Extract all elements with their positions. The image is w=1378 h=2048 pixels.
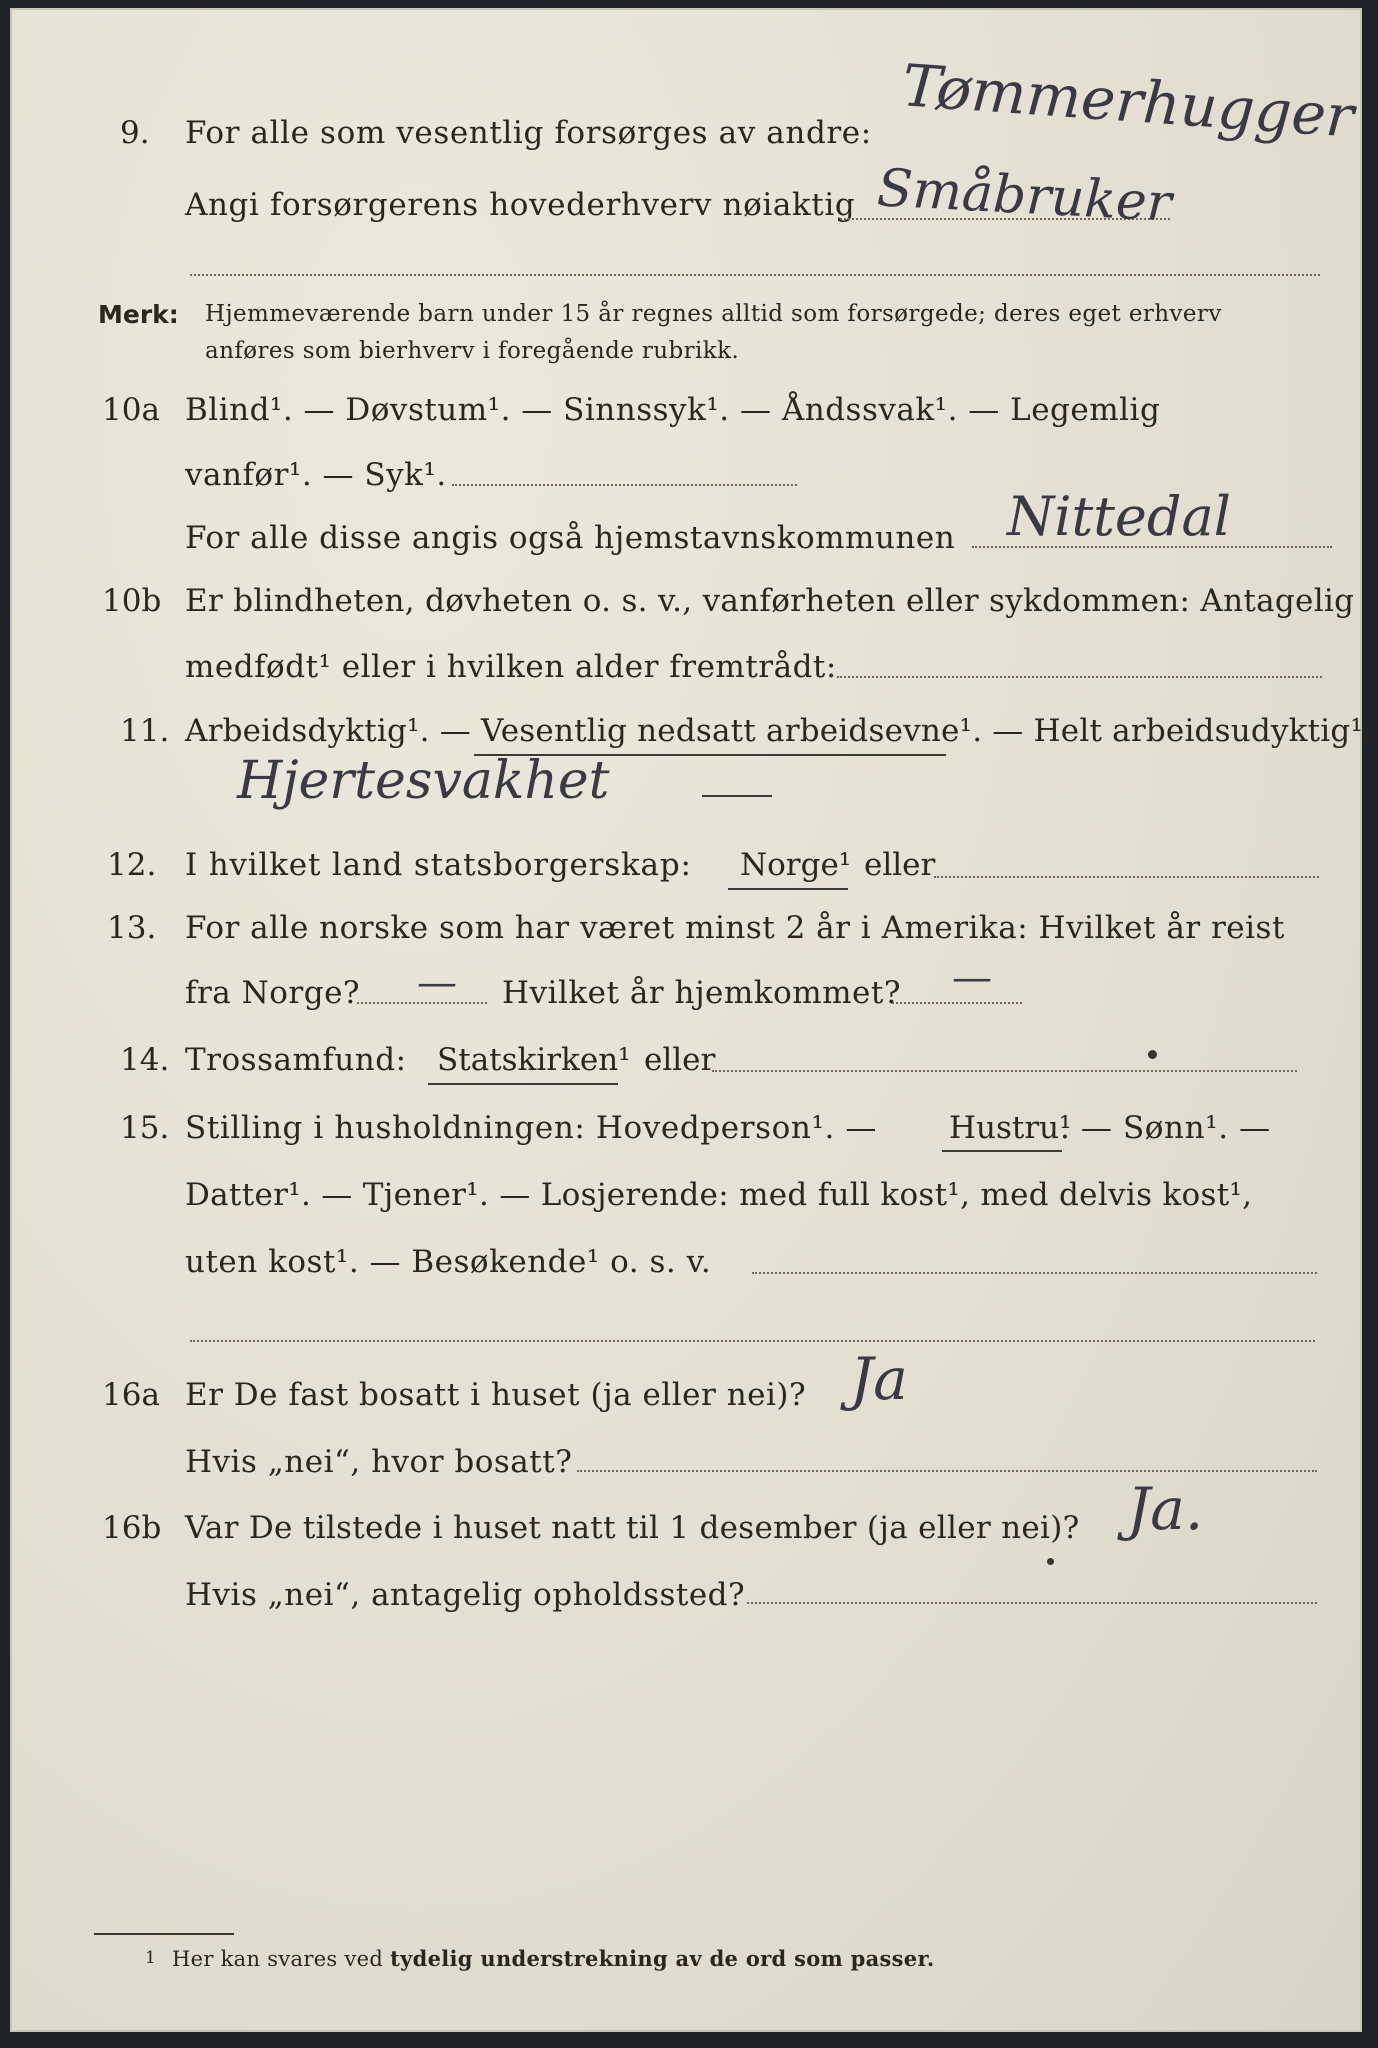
q10b-number: 10b	[102, 583, 162, 619]
q12-number: 12.	[107, 847, 157, 883]
q11-answer-dash	[702, 795, 772, 797]
q16b-handwritten-answer: Ja.	[1127, 1475, 1204, 1543]
q10b-question-line1: Er blindheten, døvheten o. s. v., vanførheten eller sykdommen: Antagelig	[185, 583, 1355, 619]
q12-option-norway: Norge¹	[740, 847, 852, 883]
q11-option-unfit: . — Helt arbeidsudyktig¹.	[972, 713, 1374, 749]
q13-number: 13.	[107, 910, 157, 946]
footnote-text-plain: Her kan svares ved	[172, 1947, 384, 1971]
q13-handwritten-return: —	[952, 955, 992, 1001]
q13-question-line2a: fra Norge?	[185, 975, 361, 1011]
q15-question-line3: uten kost¹. — Besøkende¹ o. s. v.	[185, 1244, 712, 1280]
q9-question-line2: Angi forsørgerens hovederhverv nøiaktig	[185, 187, 856, 223]
q13-question-line2b: Hvilket år hjemkommet?	[502, 975, 901, 1011]
q16b-answer-line	[747, 1602, 1317, 1604]
q15-answer-line	[752, 1272, 1317, 1274]
merk-label: Merk:	[98, 300, 179, 329]
q12-question: I hvilket land statsborgerskap:	[185, 847, 692, 883]
q16b-question-line2: Hvis „nei“, antagelig opholdssted?	[185, 1577, 746, 1613]
q16a-answer-line	[577, 1470, 1317, 1472]
q10a-question-line3: For alle disse angis også hjemstavnskommunen	[185, 520, 956, 556]
q16a-question-line1: Er De fast bosatt i huset (ja eller nei)?	[185, 1377, 807, 1413]
q14-question: Trossamfund:	[185, 1042, 407, 1078]
merk-text-line2: anføres som bierhverv i foregående rubrikk.	[205, 338, 740, 364]
q14-underline-mark	[428, 1083, 618, 1085]
q15-question-line1c: . — Sønn¹. —	[1060, 1110, 1271, 1146]
q13-return-year-line	[892, 1002, 1022, 1004]
q12-or-label: eller	[864, 847, 936, 883]
q15-number: 15.	[120, 1110, 170, 1146]
footnote-marker: 1	[145, 1948, 156, 1968]
q15-option-wife: Hustru¹	[949, 1110, 1072, 1146]
footnote-text	[172, 1948, 935, 1970]
q16a-handwritten-answer: Ja	[850, 1345, 908, 1413]
q10a-sick-answer-line	[452, 484, 797, 486]
q11-handwritten-cause: Hjertesvakhet	[237, 751, 610, 811]
q9-number: 9.	[120, 115, 150, 151]
q10a-number: 10a	[102, 392, 160, 428]
q14-number: 14.	[120, 1042, 170, 1078]
q9-extra-line	[190, 274, 1320, 276]
q14-answer-line	[712, 1070, 1297, 1072]
q10a-question-line2: vanfør¹. — Syk¹.	[185, 457, 447, 493]
footnote-text-bold: tydelig understrekning av de ord som passer.	[390, 1946, 935, 1971]
q16b-question-line1: Var De tilstede i huset natt til 1 desember (ja eller nei)?	[185, 1510, 1080, 1546]
merk-text-line1: Hjemmeværende barn under 15 år regnes alltid som forsørgede; deres eget erhverv	[205, 301, 1222, 327]
q11-question	[185, 713, 1374, 749]
q10b-question-line2: medfødt¹ eller i hvilken alder fremtrådt:	[185, 649, 837, 685]
q12-underline-mark	[728, 888, 848, 890]
q15-question-line1a: Stilling i husholdningen: Hovedperson¹. —	[185, 1110, 877, 1146]
q15-underline-mark	[942, 1150, 1062, 1152]
q15-extra-line	[190, 1340, 1315, 1342]
q16a-number: 16a	[102, 1377, 160, 1413]
merk-label-wrap	[98, 302, 179, 328]
q11-option-reduced: Vesentlig nedsatt arbeidsevne¹	[481, 713, 973, 749]
q16b-number: 16b	[102, 1510, 162, 1546]
q15-question-line2: Datter¹. — Tjener¹. — Losjerende: med full kost¹, med delvis kost¹,	[185, 1177, 1253, 1213]
census-form-page	[10, 8, 1374, 2032]
ink-blot	[1148, 1050, 1157, 1059]
q12-answer-line	[934, 876, 1319, 878]
q13-handwritten-departure: —	[417, 960, 457, 1006]
q10a-handwritten-municipality: Nittedal	[1007, 485, 1231, 548]
q14-option-state-church: Statskirken¹	[437, 1042, 631, 1078]
q14-or-label: eller	[644, 1042, 716, 1078]
footnote-rule	[94, 1933, 234, 1935]
q10a-question-line1: Blind¹. — Døvstum¹. — Sinnssyk¹. — Åndssvak¹. — Legemlig	[185, 392, 1161, 428]
q9-handwritten-provider-occupation: Småbruker	[875, 158, 1174, 234]
ink-dot	[1047, 1558, 1054, 1565]
q11-number: 11.	[120, 713, 170, 749]
q9-question-line1: For alle som vesentlig forsørges av andre:	[185, 115, 872, 151]
q13-question-line1: For alle norske som har været minst 2 år i Amerika: Hvilket år reist	[185, 910, 1285, 946]
q9-handwritten-occupation: Tømmerhugger	[900, 51, 1356, 151]
q10b-answer-line	[837, 676, 1322, 678]
q16a-question-line2: Hvis „nei“, hvor bosatt?	[185, 1444, 573, 1480]
q11-option-fit: Arbeidsdyktig¹. —	[185, 713, 482, 749]
